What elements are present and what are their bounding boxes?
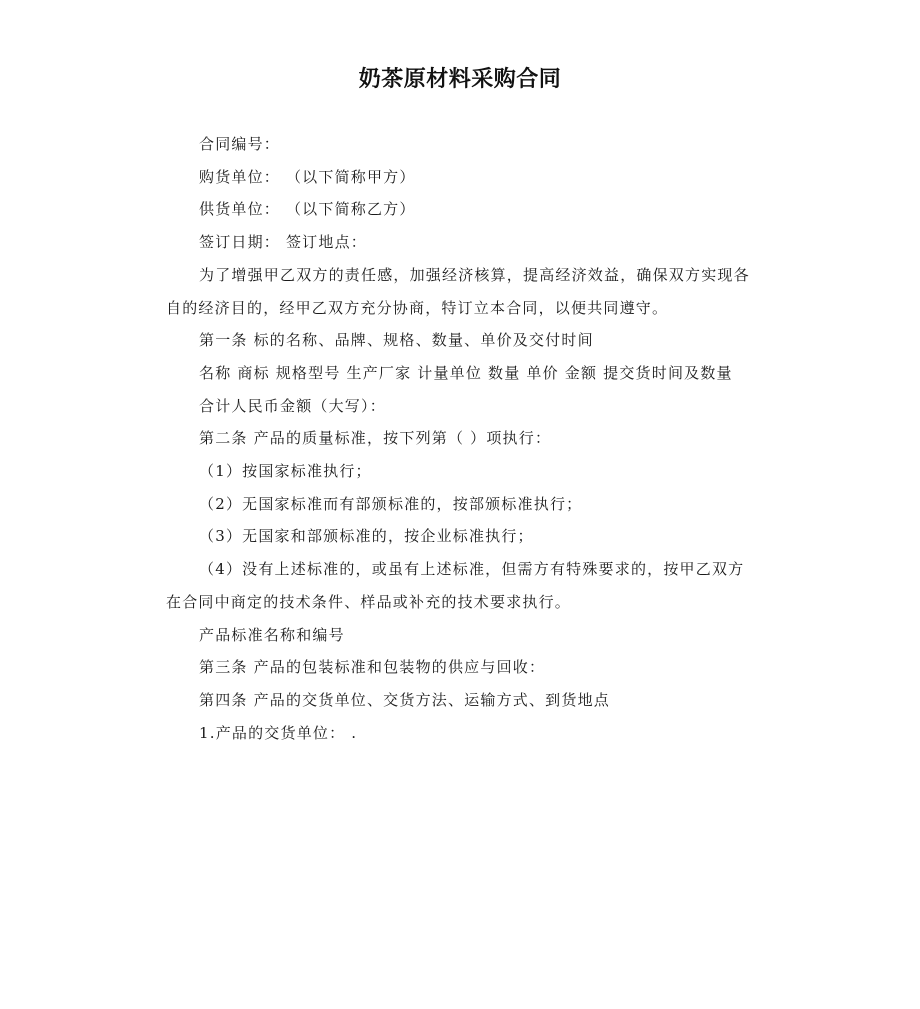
document-title: 奶茶原材料采购合同 (358, 67, 562, 92)
article-4-heading: 第四条 产品的交货单位、交货方法、运输方式、到货地点 (199, 690, 610, 709)
signing-info-line: 签订日期： 签订地点： (199, 233, 367, 252)
article-2-item-2: （2）无国家标准而有部颁标准的，按部颁标准执行； (199, 494, 583, 513)
preamble-paragraph: 为了增强甲乙双方的责任感，加强经济核算，提高经济效益，确保双方实现各自的经济目的，经甲乙双方充分协商，特订立本合同，以便共同遵守。 (166, 265, 750, 317)
article-1-heading: 第一条 标的名称、品牌、规格、数量、单价及交付时间 (199, 331, 594, 350)
supplier-line: 供货单位： （以下简称乙方） (199, 200, 416, 219)
product-standard-line: 产品标准名称和编号 (199, 625, 345, 644)
article-2-item-4: （4）没有上述标准的，或虽有上述标准，但需方有特殊要求的，按甲乙双方在合同中商定的技术条件、样品或补充的技术要求执行。 (166, 560, 745, 611)
buyer-line: 购货单位： （以下简称甲方） (199, 167, 416, 186)
article-1-columns: 名称 商标 规格型号 生产厂家 计量单位 数量 单价 金额 提交货时间及数量 (199, 363, 733, 382)
delivery-unit-line: 1.产品的交货单位： . (199, 723, 358, 742)
article-2-heading: 第二条 产品的质量标准，按下列第（ ）项执行： (199, 429, 552, 448)
article-2-item-3: （3）无国家和部颁标准的，按企业标准执行； (199, 527, 534, 546)
article-2-item-1: （1）按国家标准执行； (199, 462, 372, 481)
document-body (166, 128, 758, 749)
contract-number-line: 合同编号： (199, 135, 281, 153)
article-3-heading: 第三条 产品的包装标准和包装物的供应与回收： (199, 658, 546, 677)
total-amount-line: 合计人民币金额（大写）： (199, 396, 386, 415)
